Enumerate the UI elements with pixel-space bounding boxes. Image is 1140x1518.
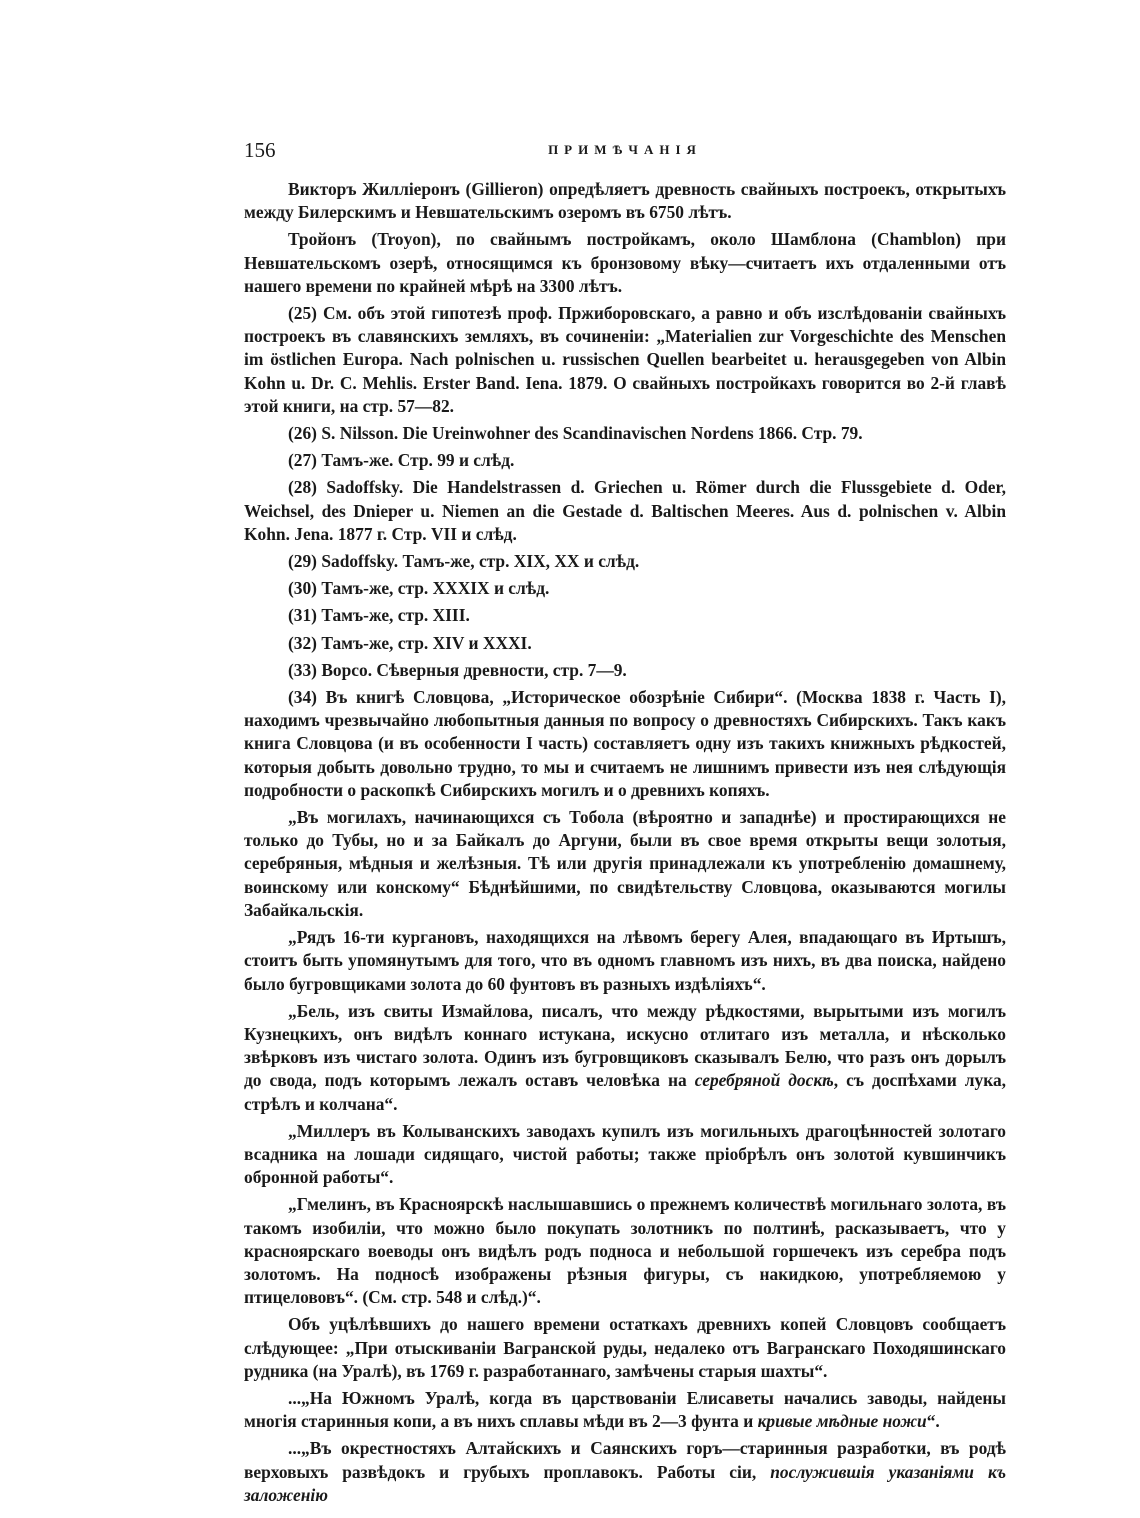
footnote-29: (29) Sadoffsky. Тамъ-же, стр. XIX, XX и слѣд. <box>288 551 640 572</box>
text-run: “. <box>926 1411 940 1432</box>
paragraph: Викторъ Жилліеронъ (Gillieron) опредѣляетъ древность свайныхъ построекъ, открытыхъ между Билерскимъ и Невшательскимъ озеромъ въ 6750 лѣтъ. <box>244 179 1006 223</box>
quote-paragraph: „Рядъ 16-ти кургановъ, находящихся на лѣвомъ берегу Алея, впадающаго въ Иртышъ, стоитъ быть упомянутымъ для того, что въ одномъ главномъ изъ нихъ, въ два поиска, найдено было бугровщиками золота до 60 фунтовъ въ разныхъ издѣліяхъ“. <box>244 927 1006 994</box>
quote-paragraph: „Миллеръ въ Колыванскихъ заводахъ купилъ изъ могильныхъ драгоцѣнностей золотаго всадника на лошади сидящаго, чистой работы; также пріобрѣлъ онъ золотой кувшинчикъ обронной работы“. <box>244 1120 1006 1188</box>
paragraph: Тройонъ (Troyon), по свайнымъ постройкамъ, около Шамблона (Chamblon) при Невшательскомъ озерѣ, относящимся къ бронзовому вѣку—считаетъ ихъ отдаленными отъ нашего времени по крайней мѣрѣ на 3300 лѣтъ. <box>244 229 1006 296</box>
footnote-34: (34) Въ книгѣ Словцова, „Историческое обозрѣніе Сибири“. (Москва 1838 г. Часть I), находимъ чрезвычайно любопытныя данныя по вопросу о древностяхъ Сибирскихъ. Такъ какъ книга Словцова (и въ особенности I часть) составляетъ одну изъ такихъ книжныхъ рѣдкостей, которыя добыть довольно трудно, то мы и считаемъ не лишнимъ привести изъ нея слѣдующія подробности о раскопкѣ Сибирскихъ могилъ и о древнихъ копяхъ. <box>244 687 1006 800</box>
page-body <box>244 178 1006 1511</box>
footnote-30: (30) Тамъ-же, стр. XXXIX и слѣд. <box>288 578 550 599</box>
paragraph: Объ уцѣлѣвшихъ до нашего времени остаткахъ древнихъ копей Словцовъ сообщаетъ слѣдующее: „При отыскиваніи Вагранской руды, недалеко отъ Вагранскаго Походяшинскаго рудника (на Уралѣ), въ 1769 г. разработаннаго, замѣчены старыя шахты“. <box>244 1314 1006 1381</box>
quote-paragraph: „Въ могилахъ, начинающихся съ Тобола (вѣроятно и западнѣе) и простирающихся не только до Тубы, но и за Байкалъ до Аргуни, были въ свое время открыты вещи золотыя, серебряныя, мѣдныя и желѣзныя. Тѣ или другія принадлежали къ употребленію домашнему, воинскому или конскому“ Бѣднѣйшими, по свидѣтельству Словцова, оказываются могилы Забайкальскія. <box>244 807 1006 920</box>
page-number: 156 <box>244 138 276 162</box>
text-run: „Бель, изъ свиты Измайлова, писалъ, что между рѣдкостями, вырытыми изъ могилъ Кузнецкихъ, онъ видѣлъ коннаго истукана, искусно отлитаго изъ металла, и нѣсколько звѣрковъ изъ чистаго золота. Одинъ изъ бугровщиковъ сказывалъ Белю, что разъ онъ дорылъ до свода, подъ которымъ лежалъ оставъ человѣка на <box>244 1000 1006 1091</box>
running-head: ПРИМѢЧАНІЯ <box>548 142 702 157</box>
italic-run: кривые мѣдные ножи <box>757 1411 927 1432</box>
quote-paragraph: „Гмелинъ, въ Красноярскѣ наслышавшись о прежнемъ количествѣ могильнаго золота, въ такомъ изобиліи, что можно было покупать золотникъ по полтинѣ, расказываетъ, что у красноярскаго воеводы онъ видѣлъ родъ подноса и небольшой горшечекъ изъ серебра подъ золотомъ. На подносѣ изображены рѣзныя фигуры, съ накидкою, употребляемою у птицелововъ“. (См. стр. 548 и слѣд.)“. <box>244 1194 1006 1308</box>
footnote-25: (25) См. объ этой гипотезѣ проф. Пржиборовскаго, а равно и объ изслѣдованіи свайныхъ построекъ въ славянскихъ земляхъ, въ сочиненіи: „Materialien zur Vorgeschichte des Menschen im östlichen Europa. Nach polnischen u. russischen Quellen bearbeitet u. herausgegeben von Albin Kohn u. Dr. C. Mehlis. Erster Band. Iena. 1879. О свайныхъ постройкахъ говорится во 2-й главѣ этой книги, на стр. 57—82. <box>244 303 1006 416</box>
footnote-32: (32) Тамъ-же, стр. XIV и XXXI. <box>288 632 532 653</box>
footnote-28: (28) Sadoffsky. Die Handelstrassen d. Griechen u. Römer durch die Flussgebiete d. Oder, Weichsel, des Dnieper u. Niemen an die Gestade d. Baltischen Meeres. Aus d. polnischen v. Albin Kohn. Jena. 1877 г. Стр. VII и слѣд. <box>244 477 1006 544</box>
text-run: ...„Въ окрестностяхъ Алтайскихъ и Саянскихъ горъ—старинныя разработки, въ родѣ верховыхъ развѣдокъ и грубыхъ проплавокъ. Работы сіи, <box>244 1438 1006 1482</box>
page-header <box>244 138 1006 170</box>
italic-run: серебряной доскѣ <box>694 1070 834 1091</box>
text-run: ...„На Южномъ Уралѣ, когда въ царствованіи Елисаветы начались заводы, найдены многія старинныя копи, а въ нихъ сплавы мѣди въ 2—3 фунта и <box>244 1387 1006 1432</box>
footnote-27: (27) Тамъ-же. Стр. 99 и слѣд. <box>288 450 515 471</box>
footnote-33: (33) Ворсо. Сѣверныя древности, стр. 7—9. <box>288 659 627 680</box>
footnote-26: (26) S. Nilsson. Die Ureinwohner des Scandinavischen Nordens 1866. Стр. 79. <box>288 423 863 444</box>
italic-run: послужившія указаніями къ заложенію <box>244 1461 1006 1505</box>
text-run: , съ доспѣхами лука, стрѣлъ и колчана“. <box>244 1070 1007 1114</box>
quote-paragraph <box>244 1437 1006 1507</box>
footnote-31: (31) Тамъ-же, стр. XIII. <box>288 605 470 626</box>
quote-paragraph <box>244 1000 1006 1116</box>
quote-paragraph <box>244 1387 1006 1433</box>
